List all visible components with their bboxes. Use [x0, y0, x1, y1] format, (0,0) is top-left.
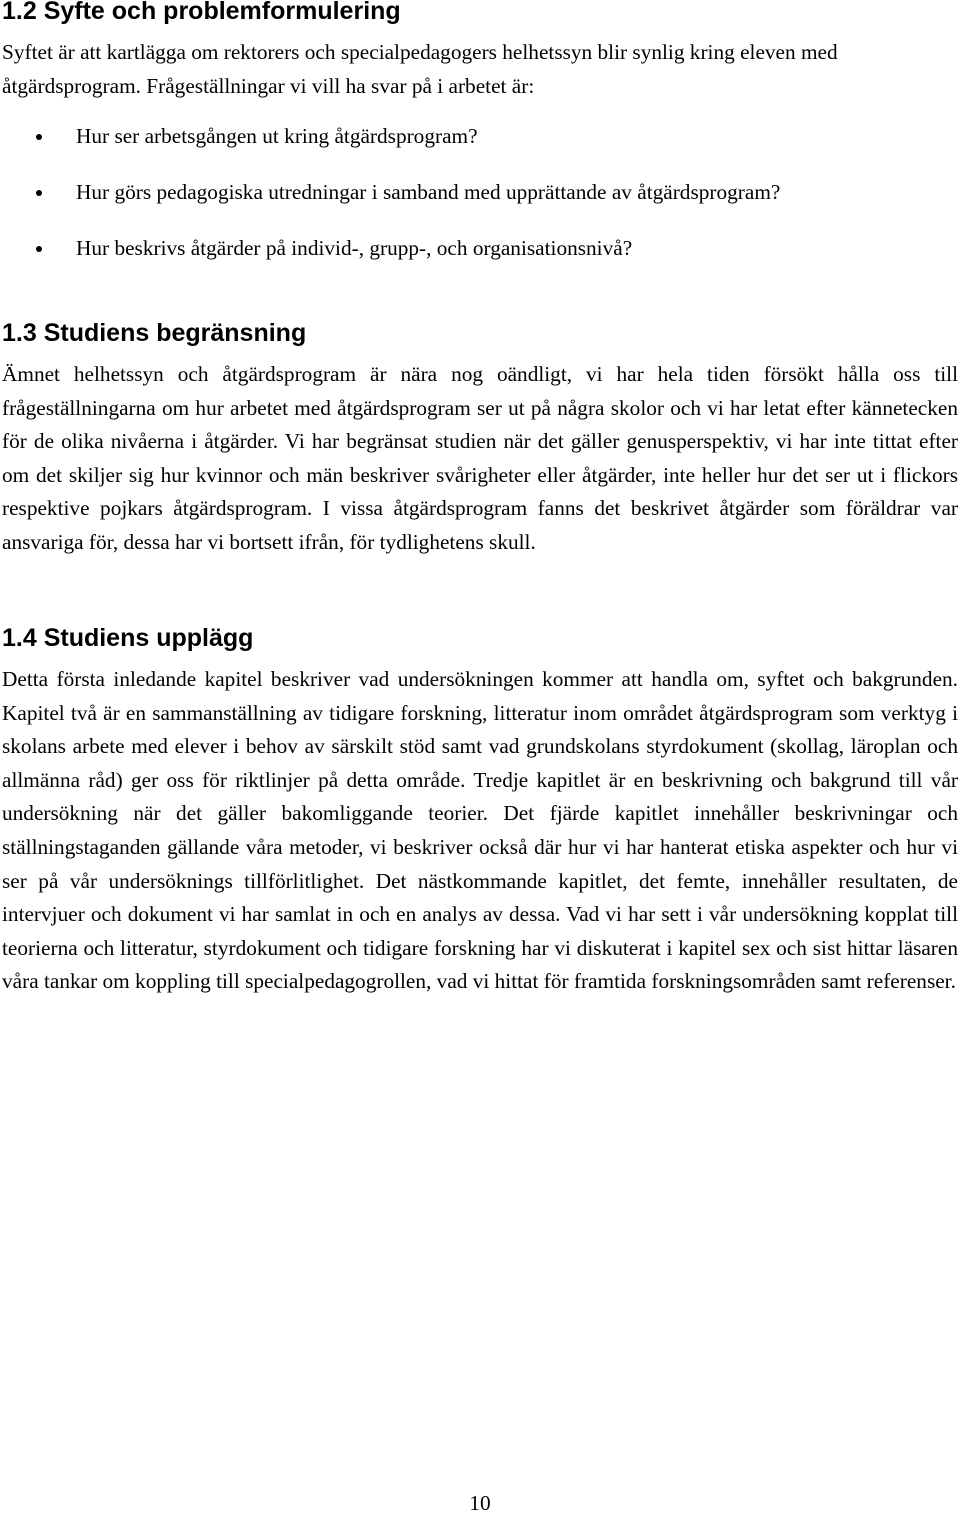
section-heading-syfte: 1.2 Syfte och problemformulering [2, 0, 401, 25]
section-body-begransning: Ämnet helhetssyn och åtgärdsprogram är nära nog oändligt, vi har hela tiden försökt hålla oss till frågeställningarna om hur arbetet med åtgärdsprogram ser ut på några skolor och vi har letat efter kännetecken för de olika nivåerna i åtgärder. Vi har begränsat studien när det gäller genusperspektiv, vi har inte tittat efter om det skiljer sig hur kvinnor och män beskriver svårigheter eller åtgärder, inte heller hur det ser ut i flickors respektive pojkars åtgärdsprogram. I vissa åtgärdsprogram fanns det beskrivet åtgärder som föräldrar var ansvariga för, dessa har vi bortsett ifrån, för tydlighetens skull. [2, 362, 958, 554]
page-number: 10 [469, 1491, 491, 1515]
bullet-icon [36, 190, 42, 196]
section-heading-upplagg: 1.4 Studiens upplägg [2, 624, 254, 652]
question-text: Hur görs pedagogiska utredningar i samband med upprättande av åtgärdsprogram? [76, 180, 781, 204]
section-body-upplagg: Detta första inledande kapitel beskriver vad undersökningen kommer att handla om, syftet och bakgrunden. Kapitel två är en sammanställning av tidigare forskning, litteratur inom området åtgärdsprogram som verktyg i skolans arbete med elever i behov av särskilt stöd samt vad grundskolans styrdokument (skollag, läroplan och allmänna råd) ger oss för riktlinjer på detta område. Tredje kapitlet är en beskrivning och bakgrund till vår undersökning när det gäller bakomliggande teorier. Det fjärde kapitlet innehåller beskrivningar och ställningstaganden gällande våra metoder, vi beskriver också där hur vi har hanterat etiska aspekter och hur vi ser på vår undersöknings tillförlitlighet. Det nästkommande kapitlet, det femte, innehåller resultaten, de intervjuer och dokument vi har samlat in och en analys av dessa. Vad vi har sett i vår undersökning kopplat till teorierna och litteratur, styrdokument och tidigare forskning har vi diskuterat i kapitel sex och sist hittar läsaren våra tankar om koppling till specialpedagogrollen, vad vi hittat för framtida forskningsområden samt referenser. [2, 667, 958, 994]
question-text: Hur beskrivs åtgärder på individ-, grupp-, och organisationsnivå? [76, 236, 633, 260]
bullet-icon [36, 246, 42, 252]
section-body-syfte: Syftet är att kartlägga om rektorers och specialpedagogers helhetssyn blir synlig kring eleven med åtgärdsprogram. Frågeställningar vi vill ha svar på i arbetet är: [2, 40, 838, 98]
section-heading-begransning: 1.3 Studiens begränsning [2, 319, 307, 347]
question-text: Hur ser arbetsgången ut kring åtgärdsprogram? [76, 124, 478, 148]
bullet-icon [36, 134, 42, 140]
